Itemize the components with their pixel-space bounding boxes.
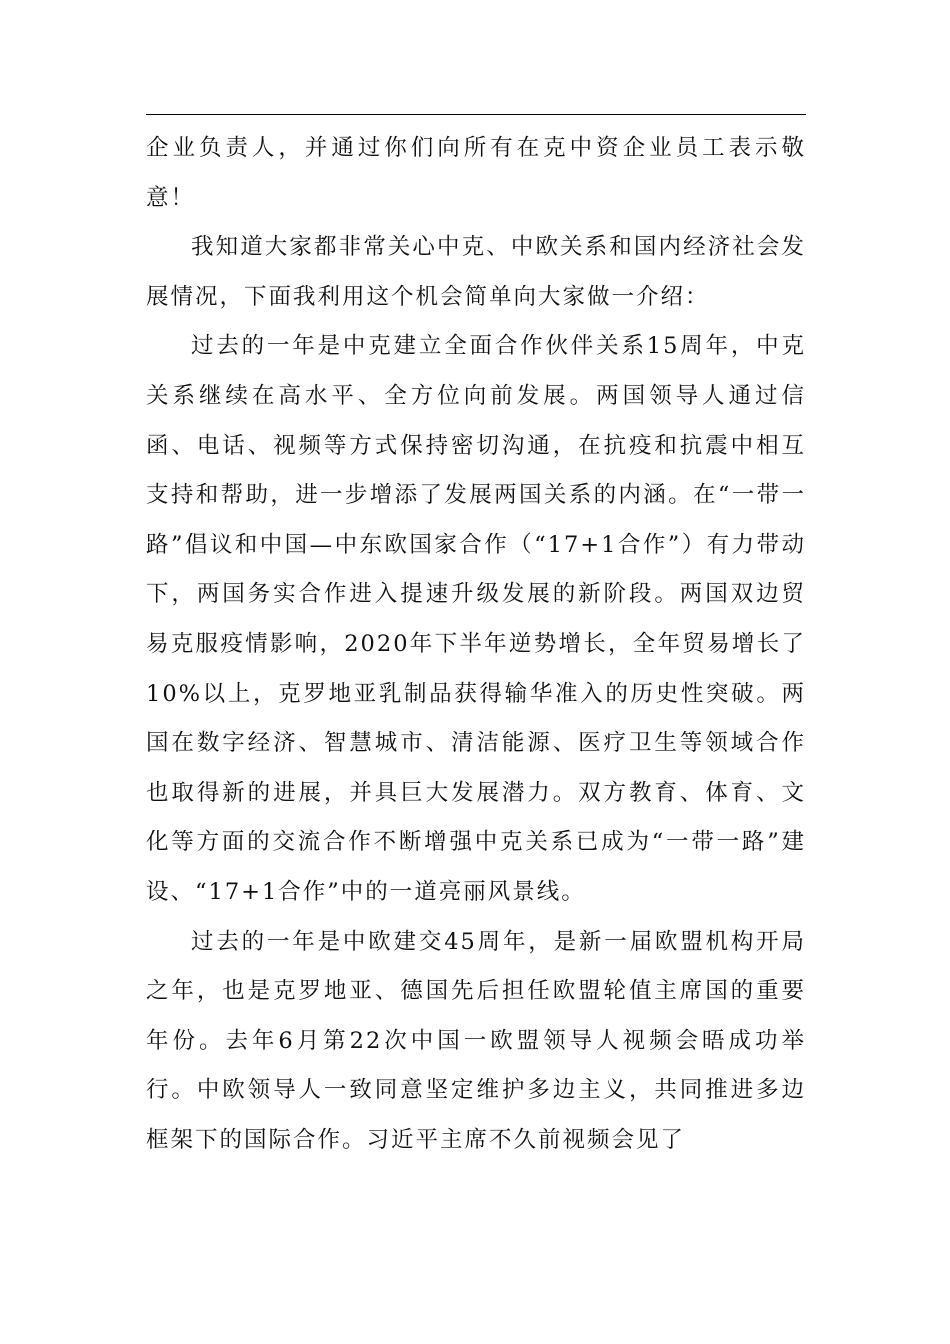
paragraph-continued: 企业负责人，并通过你们向所有在克中资企业员工表示敬意！ [146, 135, 806, 211]
paragraph-china-croatia: 过去的一年是中克建立全面合作伙伴关系15周年，中克关系继续在高水平、全方位向前发展。两国领导人通过信函、电话、视频等方式保持密切沟通，在抗疫和抗震中相互支持和帮助，进一步增添了发展两国关系的内涵。在“一带一路”倡议和中国—中东欧国家合作（“17+1合作”）有力带动下，两国务实合作进入提速升级发展的新阶段。两国双边贸易克服疫情影响，2020年下半年逆势增长，全年贸易增长了10%以上，克罗地亚乳制品获得输华准入的历史性突破。两国在数字经济、智慧城市、清洁能源、医疗卫生等领域合作也取得新的进展，并具巨大发展潜力。双方教育、体育、文化等方面的交流合作不断增强中克关系已成为“一带一路”建设、“17+1合作”中的一道亮丽风景线。 [146, 333, 806, 905]
paragraph-intro: 我知道大家都非常关心中克、中欧关系和国内经济社会发展情况，下面我利用这个机会简单向大家做一介绍： [146, 234, 806, 310]
header-rule [146, 114, 806, 115]
body-text [146, 124, 806, 1165]
paragraph-china-eu: 过去的一年是中欧建交45周年，是新一届欧盟机构开局之年，也是克罗地亚、德国先后担任欧盟轮值主席国的重要年份。去年6月第22次中国一欧盟领导人视频会晤成功举行。中欧领导人一致同意坚定维护多边主义，共同推进多边框架下的国际合作。习近平主席不久前视频会见了 [146, 928, 806, 1153]
